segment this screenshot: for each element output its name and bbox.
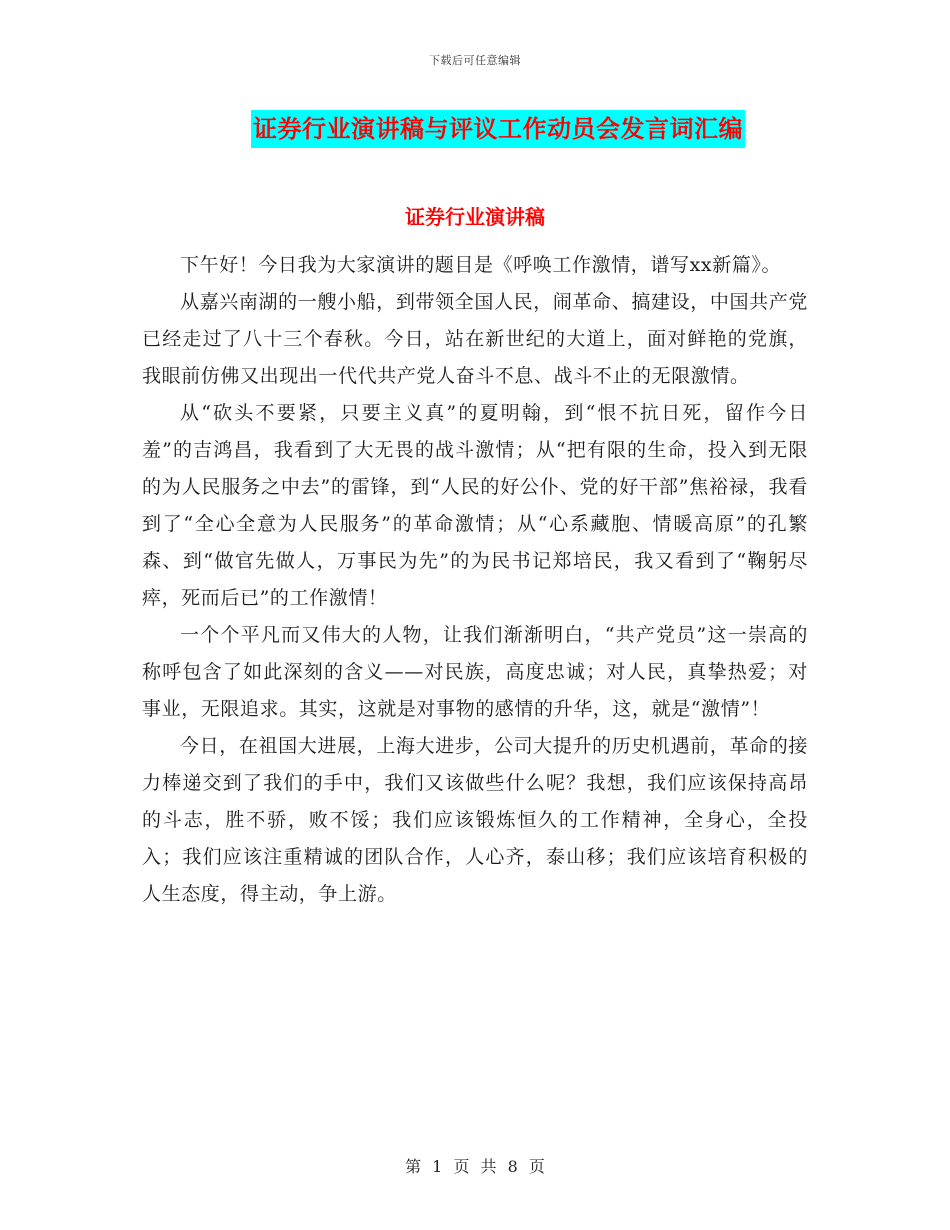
paragraph: 今日，在祖国大进展，上海大进步，公司大提升的历史机遇前，革命的接力棒递交到了我们的手中，我们又该做些什么呢？我想，我们应该保持高昂的斗志，胜不骄，败不馁；我们应该锻炼恒久的工作精神，全身心，全投入；我们应该注重精诚的团队合作，人心齐，泰山移；我们应该培育积极的人生态度，得主动，争上游。 — [142, 735, 808, 905]
section-title: 证券行业演讲稿 — [405, 205, 545, 229]
page-header-note: 下载后可任意编辑 — [429, 54, 521, 67]
paragraph: 下午好！今日我为大家演讲的题目是《呼唤工作激情，谱写xx新篇》。 — [180, 254, 782, 276]
document-body — [142, 247, 808, 913]
document-title-container — [0, 110, 950, 148]
page-number-footer: 第 1 页 共 8 页 — [405, 1157, 545, 1176]
document-title: 证券行业演讲稿与评议工作动员会发言词汇编 — [251, 110, 745, 148]
paragraph: 一个个平凡而又伟大的人物，让我们渐渐明白，“共产党员”这一崇高的称呼包含了如此深刻的含义——对民族，高度忠诚；对人民，真挚热爱；对事业，无限追求。其实，这就是对事物的感情的升华，这，就是“激情”！ — [142, 624, 808, 720]
paragraph: 从嘉兴南湖的一艘小船，到带领全国人民，闹革命、搞建设，中国共产党已经走过了八十三个春秋。今日，站在新世纪的大道上，面对鲜艳的党旗，我眼前仿佛又出现出一代代共产党人奋斗不息、战斗不止的无限激情。 — [142, 291, 808, 387]
paragraph: 从“砍头不要紧，只要主义真”的夏明翰，到“恨不抗日死，留作今日羞”的吉鸿昌，我看到了大无畏的战斗激情；从“把有限的生命，投入到无限的为人民服务之中去”的雷锋，到“人民的好公仆、党的好干部”焦裕禄，我看到了“全心全意为人民服务”的革命激情；从“心系藏胞、情暖高原”的孔繁森、到“做官先做人，万事民为先”的为民书记郑培民，我又看到了“鞠躬尽瘁，死而后已”的工作激情！ — [142, 402, 808, 609]
